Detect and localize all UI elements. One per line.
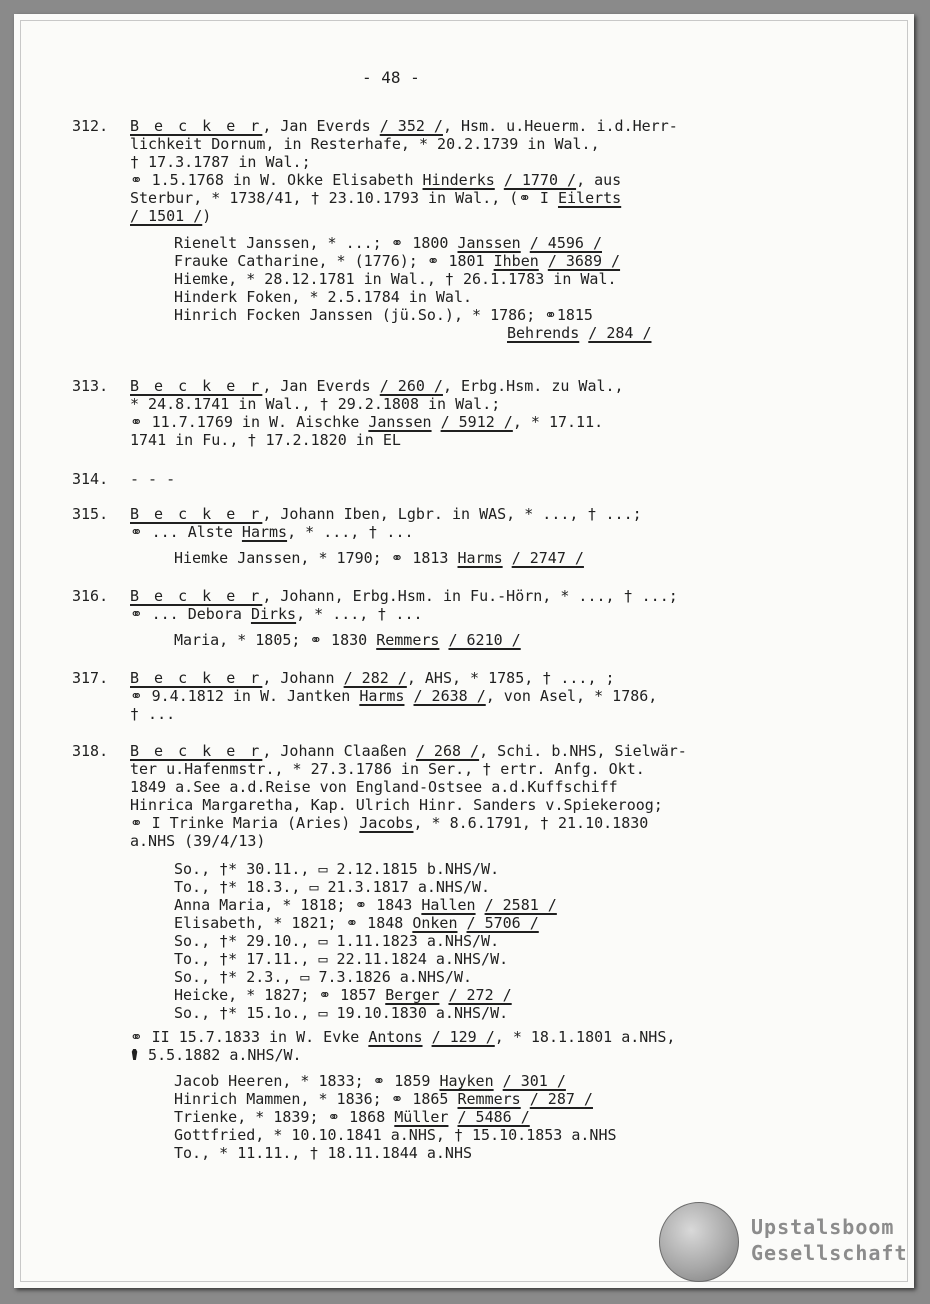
cross-ref: / 4596 / — [529, 234, 602, 252]
cross-ref: / 301 / — [502, 1072, 566, 1090]
text-line: 1741 in Fu., † 17.2.1820 in EL — [130, 431, 401, 449]
cross-ref: / 2581 / — [484, 896, 557, 914]
child-text: Hiemke Janssen, * 1790; ⚭ 1813 — [174, 549, 458, 567]
text: ⚭ II 15.7.1833 in W. Evke — [130, 1028, 369, 1046]
text: ⚭ ... Alste — [130, 523, 242, 541]
text — [495, 171, 504, 189]
spouse-name: Hallen — [421, 896, 476, 914]
cross-ref: / 260 / — [379, 377, 443, 395]
child-text: Frauke Catharine, * (1776); ⚭ 1801 — [174, 252, 494, 270]
logo-text-line1: Upstalsboom — [751, 1215, 895, 1239]
text: , * 8.6.1791, † 21.10.1830 — [413, 814, 649, 832]
cross-ref: / 287 / — [529, 1090, 593, 1108]
spouse-name: Müller — [394, 1108, 449, 1126]
text-line: - - - — [130, 470, 176, 488]
text: , von Asel, * 1786, — [485, 687, 658, 705]
text: , * ..., † ... — [287, 523, 414, 541]
spouse-name: Behrends — [507, 324, 580, 342]
cross-ref: / 1770 / — [503, 171, 577, 189]
text: , Johann Claaßen — [262, 742, 416, 760]
spouse-name: Dirks — [250, 605, 297, 623]
text: ⚭ 1.5.1768 in W. Okke Elisabeth — [130, 171, 423, 189]
text: , Johann Iben, Lgbr. in WAS, * ..., † ...; — [262, 505, 642, 523]
child-line: To., * 11.11., † 18.11.1844 a.NHS — [174, 1144, 473, 1162]
cross-ref: / 2638 / — [413, 687, 486, 705]
society-logo — [659, 1202, 919, 1288]
text-line: Hinrica Margaretha, Kap. Ulrich Hinr. Sanders v.Spiekeroog; — [130, 796, 663, 814]
child-line: So., †* 15.1o., ▭ 19.10.1830 a.NHS/W. — [174, 1004, 509, 1022]
child-text: Maria, * 1805; ⚭ 1830 — [174, 631, 377, 649]
cross-ref: / 282 / — [343, 669, 407, 687]
text: , * 17.11. — [512, 413, 604, 431]
surname: B e c k e r — [130, 377, 263, 395]
entry-number: 312. — [72, 117, 109, 135]
cross-ref: / 352 / — [379, 117, 443, 135]
child-text: Trienke, * 1839; ⚭ 1868 — [174, 1108, 395, 1126]
spouse-name: Onken — [412, 914, 458, 932]
spouse-name: Berger — [385, 986, 440, 1004]
text: , Jan Everds — [262, 117, 380, 135]
cross-ref: / 272 / — [448, 986, 512, 1004]
surname: B e c k e r — [130, 669, 263, 687]
child-text: Anna Maria, * 1818; ⚭ 1843 — [174, 896, 422, 914]
text: , Johann — [262, 669, 344, 687]
cross-ref: / 1501 / — [130, 207, 203, 225]
text-line: 1849 a.See a.d.Reise von England-Ostsee a.d.Kuffschiff — [130, 778, 618, 796]
text-line: a.NHS (39/4/13) — [130, 832, 266, 850]
entry-number: 318. — [72, 742, 109, 760]
child-line: To., †* 18.3., ▭ 21.3.1817 a.NHS/W. — [174, 878, 491, 896]
text-line: ⚰ 5.5.1882 a.NHS/W. — [130, 1046, 302, 1064]
child-line: Hinderk Foken, * 2.5.1784 in Wal. — [174, 288, 473, 306]
text: , Jan Everds — [262, 377, 380, 395]
text: Sterbur, * 1738/41, † 23.10.1793 in Wal., (⚭ I — [130, 189, 558, 207]
cross-ref: / 6210 / — [448, 631, 521, 649]
seal-icon — [659, 1202, 739, 1282]
text: , Hsm. u.Heuerm. i.d.Herr- — [442, 117, 678, 135]
text: , Schi. b.NHS, Sielwär- — [479, 742, 687, 760]
cross-ref: / 129 / — [431, 1028, 495, 1046]
child-line: So., †* 29.10., ▭ 1.11.1823 a.NHS/W. — [174, 932, 500, 950]
text: ⚭ I Trinke Maria (Aries) — [130, 814, 360, 832]
surname: B e c k e r — [130, 117, 263, 135]
child-text: Heicke, * 1827; ⚭ 1857 — [174, 986, 386, 1004]
text: , AHS, * 1785, † ..., ; — [406, 669, 615, 687]
cross-ref: / 5912 / — [440, 413, 513, 431]
logo-text-line2: Gesellschaft — [751, 1241, 908, 1265]
child-text: Jacob Heeren, * 1833; ⚭ 1859 — [174, 1072, 440, 1090]
spouse-name: Jacobs — [359, 814, 414, 832]
spouse-name: Antons — [368, 1028, 423, 1046]
text-line: * 24.8.1741 in Wal., † 29.2.1808 in Wal.; — [130, 395, 501, 413]
child-text: Hinrich Mammen, * 1836; ⚭ 1865 — [174, 1090, 458, 1108]
child-line: So., †* 30.11., ▭ 2.12.1815 b.NHS/W. — [174, 860, 500, 878]
cross-ref: / 5706 / — [466, 914, 539, 932]
entry-number: 313. — [72, 377, 109, 395]
text: ) — [202, 207, 212, 225]
surname: B e c k e r — [130, 742, 263, 760]
text-line: † ... — [130, 705, 176, 723]
text-line: lichkeit Dornum, in Resterhafe, * 20.2.1739 in Wal., — [130, 135, 600, 153]
child-line: Hiemke, * 28.12.1781 in Wal., † 26.1.1783 in Wal. — [174, 270, 617, 288]
document-page — [14, 14, 914, 1288]
spouse-name: Janssen — [368, 413, 432, 431]
text: ⚭ 11.7.1769 in W. Aischke — [130, 413, 369, 431]
spouse-name: Harms — [241, 523, 288, 541]
spouse-name: Harms — [359, 687, 405, 705]
cross-ref: / 2747 / — [511, 549, 584, 567]
spouse-name: Janssen — [457, 234, 521, 252]
text: , Erbg.Hsm. zu Wal., — [442, 377, 624, 395]
entry-number: 314. — [72, 470, 109, 488]
entry-number: 316. — [72, 587, 109, 605]
document-body — [14, 14, 914, 1288]
text-line: † 17.3.1787 in Wal.; — [130, 153, 311, 171]
spouse-name: Ihben — [493, 252, 539, 270]
spouse-name: Eilerts — [557, 189, 622, 207]
child-line: Gottfried, * 10.10.1841 a.NHS, † 15.10.1853 a.NHS — [174, 1126, 617, 1144]
text: ⚭ ... Debora — [130, 605, 251, 623]
child-text: Elisabeth, * 1821; ⚭ 1848 — [174, 914, 413, 932]
spouse-name: Remmers — [457, 1090, 521, 1108]
spouse-name: Harms — [457, 549, 503, 567]
spouse-name: Hayken — [439, 1072, 494, 1090]
cross-ref: / 5486 / — [457, 1108, 530, 1126]
text-line: ter u.Hafenmstr., * 27.3.1786 in Ser., † ertr. Anfg. Okt. — [130, 760, 645, 778]
child-text: Rienelt Janssen, * ...; ⚭ 1800 — [174, 234, 458, 252]
child-line: So., †* 2.3., ▭ 7.3.1826 a.NHS/W. — [174, 968, 473, 986]
cross-ref: / 268 / — [415, 742, 480, 760]
spouse-name: Hinderks — [422, 171, 495, 189]
child-line: To., †* 17.11., ▭ 22.11.1824 a.NHS/W. — [174, 950, 509, 968]
text: , aus — [576, 171, 622, 189]
text: , * ..., † ... — [296, 605, 423, 623]
entry-number: 317. — [72, 669, 109, 687]
entry-number: 315. — [72, 505, 109, 523]
surname: B e c k e r — [130, 505, 263, 523]
child-line: Hinrich Focken Janssen (jü.So.), * 1786; ⚭1815 — [174, 306, 593, 324]
cross-ref: / 3689 / — [547, 252, 621, 270]
surname: B e c k e r — [130, 587, 263, 605]
text: , * 18.1.1801 a.NHS, — [494, 1028, 676, 1046]
spouse-name: Remmers — [376, 631, 440, 649]
text: , Johann, Erbg.Hsm. in Fu.-Hörn, * ..., † ...; — [262, 587, 678, 605]
page-number: - 48 - — [362, 68, 420, 87]
text: ⚭ 9.4.1812 in W. Jantken — [130, 687, 360, 705]
cross-ref: / 284 / — [588, 324, 652, 342]
